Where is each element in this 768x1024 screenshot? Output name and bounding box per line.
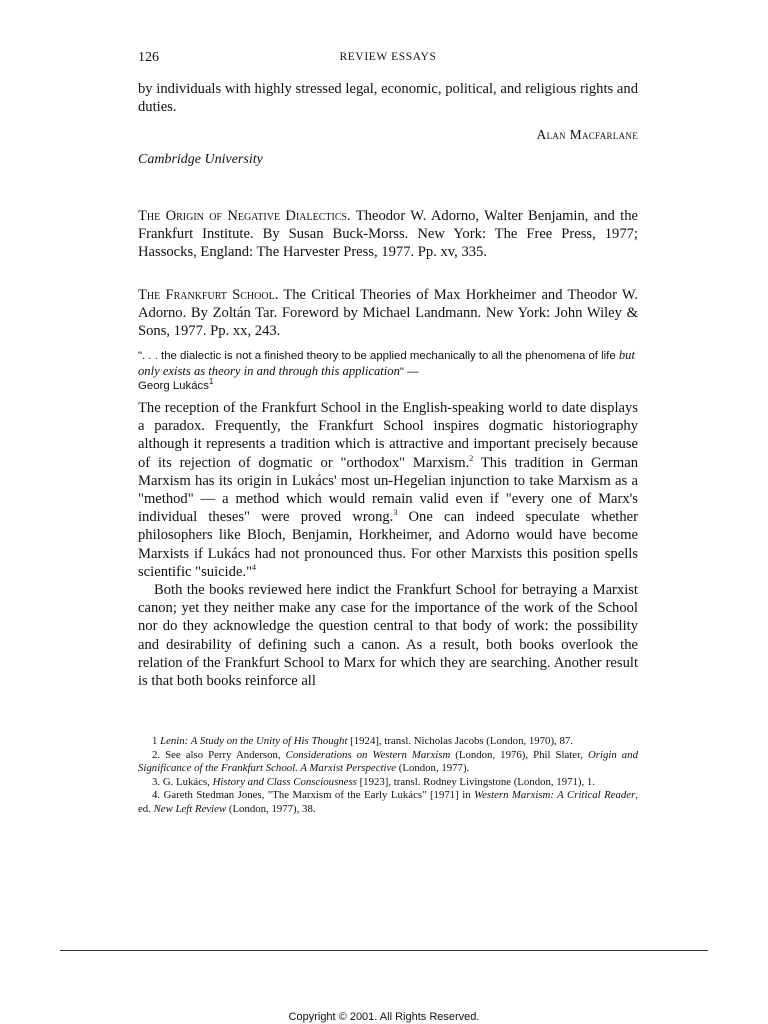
- footnote-ref: 4: [252, 562, 257, 572]
- page-number: 126: [138, 50, 159, 65]
- essay-body: [138, 399, 638, 690]
- footnotes: [138, 735, 638, 816]
- footnote-4: 4. Gareth Stedman Jones, "The Marxism of the Early Lukács" [1971] in Western Marxism: A Critical Reader, ed. New Left Review (London, 1977), 38.: [138, 789, 638, 815]
- running-head: REVIEW ESSAYS: [339, 51, 437, 63]
- book-title-1: The Origin of Negative Dialectics.: [138, 208, 351, 224]
- footnote-ref: 2: [469, 453, 474, 463]
- footnote-ref: 3: [393, 508, 398, 518]
- book-citation-1: [138, 207, 638, 262]
- epigraph: [138, 348, 638, 394]
- epigraph-text: ". . . the dialectic is not a finished theory to be applied mechanically to all the phenomena of life: [138, 350, 619, 362]
- body-paragraph-2: Both the books reviewed here indict the Frankfurt School for betraying a Marxist canon; yet they neither make any case for the importance of the work of the School nor do they acknowledge the question central to that body of work: the possibility and desirability of defining such a canon. As a result, both books overlook the relation of the Frankfurt School to Marx for which they are searching. Another result is that both books reinforce all: [138, 582, 638, 690]
- review-author: Alan Macfarlane: [536, 127, 638, 142]
- footnote-text: See also Perry Anderson,: [165, 748, 286, 761]
- footnote-3: 3. G. Lukács, History and Class Consciousness [1923], transl. Rodney Livingstone (London, 1971), 1.: [152, 775, 595, 788]
- footnote-italic: Lenin: A Study on the Unity of His Thought: [160, 735, 348, 747]
- footnote-italic: Western Marxism: A Critical Reader: [474, 789, 636, 802]
- footnote-text: (London, 1977), 38.: [226, 802, 316, 815]
- epigraph-italic: but only exists as theory in and through this application: [138, 348, 635, 378]
- footnote-number: 3: [152, 775, 158, 788]
- body-text: One can indeed speculate whether philosophers like Bloch, Benjamin, Horkheimer, and Adorno would have become Marxists if Lukács had not pronounced thus. For other Marxists this position spells scientific "suicide.": [138, 509, 638, 580]
- epigraph-attribution: Georg Lukács: [138, 380, 209, 393]
- footnote-text: G. Lukács,: [162, 775, 213, 788]
- footnote-text: , ed.: [138, 789, 638, 815]
- book-title-2: The Frankfurt School.: [138, 287, 279, 303]
- footnote-italic: History and Class Consciousness: [212, 775, 357, 788]
- body-paragraph-1: [138, 399, 638, 581]
- footnote-text: (London, 1976), Phil Slater,: [450, 748, 588, 761]
- body-text: The reception of the Frankfurt School in the English-speaking world to date displays a paradox. Frequently, the Frankfurt School inspires dogmatic historiography although it represents a tradition which is attractive and important precisely because of its rejection of dogmatic or "orthodox" Marxism.: [138, 400, 638, 471]
- epigraph-closing: " —: [399, 365, 419, 378]
- footnote-number: 4: [152, 789, 158, 802]
- continuation-paragraph: by individuals with highly stressed legal, economic, political, and religious rights and duties.: [138, 81, 638, 116]
- page-header: [138, 50, 638, 72]
- footnote-ref: 1: [208, 377, 214, 387]
- copyright-notice: Copyright © 2001. All Rights Reserved.: [288, 1011, 480, 1023]
- footnote-1: [138, 735, 638, 748]
- footnote-number: 2: [152, 748, 158, 761]
- author-affiliation: Cambridge University: [138, 152, 263, 167]
- footnote-italic: Origin and Significance of the Frankfurt School. A Marxist Perspective: [138, 748, 638, 774]
- footnote-text: (London, 1977).: [396, 761, 470, 774]
- footnote-italic: Considerations on Western Marxism: [285, 748, 451, 761]
- footnote-italic: New Left Review: [153, 802, 227, 815]
- book-details-1: Theodor W. Adorno, Walter Benjamin, and the Frankfurt Institute. By Susan Buck-Morss. New York: The Free Press, 1977; Hassocks, England: The Harvester Press, 1977. Pp. xv, 335.: [138, 208, 638, 261]
- footnote-text: [1923], transl. Rodney Livingstone (London, 1971), 1.: [356, 775, 595, 788]
- footnote-text: Gareth Stedman Jones, "The Marxism of the Early Lukács" [1971] in: [163, 789, 475, 802]
- footnote-text: [1924], transl. Nicholas Jacobs (London, 1970), 87.: [347, 735, 573, 747]
- body-text: This tradition in German Marxism has its origin in Lukács' most un-Hegelian injunction to take Marxism as a "method" — a method which would remain valid even if "every one of Marx's individual theses" were proved wrong.: [138, 454, 638, 526]
- footnote-2: 2. See also Perry Anderson, Considerations on Western Marxism (London, 1976), Phil Slater, Origin and Significance of the Frankfurt School. A Marxist Perspective (London, 1977).: [138, 748, 638, 774]
- book-citation-2: [138, 286, 638, 341]
- page-divider: [60, 950, 708, 951]
- book-details-2: The Critical Theories of Max Horkheimer and Theodor W. Adorno. By Zoltán Tar. Foreword by Michael Landmann. New York: John Wiley & Sons, 1977. Pp. xx, 243.: [138, 287, 638, 340]
- footnote-number: 1: [152, 735, 158, 747]
